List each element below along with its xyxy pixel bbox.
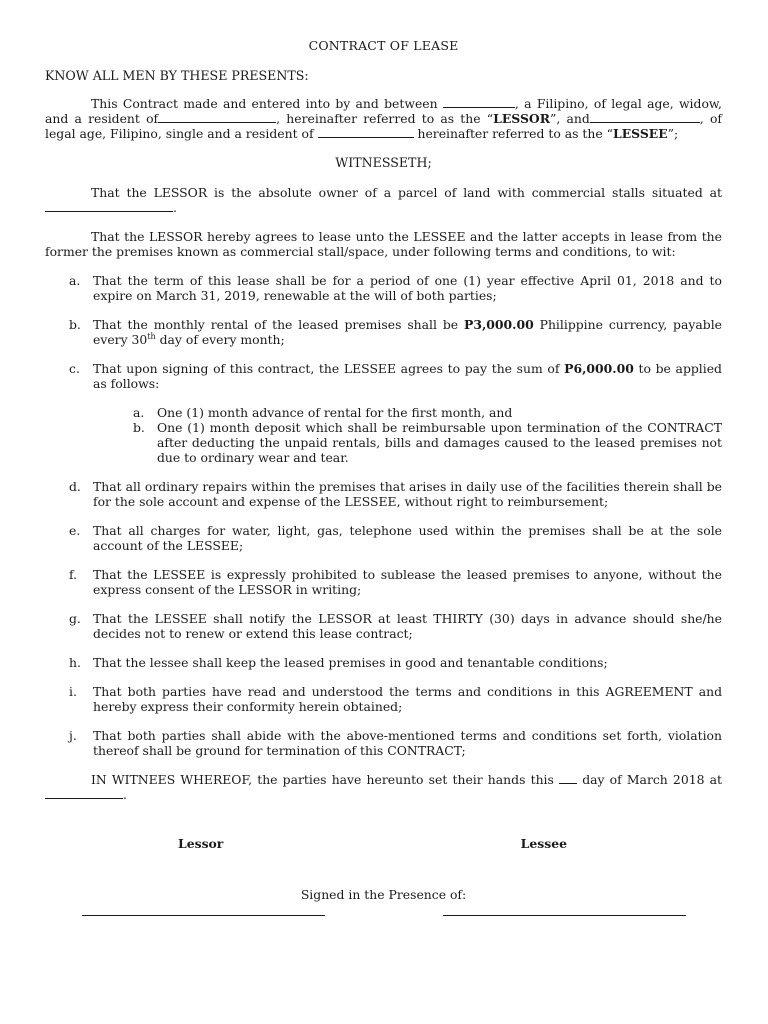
item-text: That both parties have read and understood the terms and conditions in this AGREEMENT and hereby express their conformity herein obtained; — [93, 684, 722, 714]
blank-lessor-residence — [158, 111, 276, 123]
witness-signature-lines — [82, 902, 686, 916]
subitem-text: One (1) month deposit which shall be reimbursable upon termination of the CONTRACT after deducting the unpaid rentals, bills and damages caused to the leased premises not due to ordinary wear and tear. — [157, 420, 722, 465]
item-label: i. — [69, 684, 77, 699]
subitem-advance — [133, 405, 722, 420]
ownership-end: . — [173, 200, 177, 215]
intro-text-2: , a Filipino, of legal age, widow, and a resident of — [45, 96, 722, 126]
intro-text-6: hereinafter referred to as the “ — [417, 126, 613, 141]
know-all-heading: KNOW ALL MEN BY THESE PRESENTS: — [45, 68, 309, 83]
term-item-b — [69, 317, 722, 347]
item-label: g. — [69, 611, 81, 626]
item-text: That the lessee shall keep the leased premises in good and tenantable conditions; — [93, 655, 608, 670]
monthly-rent-amount: P3,000.00 — [464, 317, 534, 332]
witness-clause — [45, 772, 722, 802]
lease-agreement-paragraph: That the LESSOR hereby agrees to lease unto the LESSEE and the latter accepts in lease from the former the premises known as commercial stall/space, under following terms and conditions, to wit: — [45, 229, 722, 259]
lessor-signature-label: Lessor — [178, 836, 224, 851]
item-label: j. — [69, 728, 77, 743]
term-item-j — [69, 728, 722, 758]
term-item-g — [69, 611, 722, 641]
item-b-end: day of every month; — [155, 332, 285, 347]
term-item-h — [69, 655, 722, 670]
witness-text-1: IN WITNEES WHEREOF, the parties have hereunto set their hands this — [91, 772, 554, 787]
subitem-text: One (1) month advance of rental for the first month, and — [157, 405, 513, 420]
subitem-deposit — [133, 420, 722, 465]
intro-text-3: , hereinafter referred to as the “ — [276, 111, 494, 126]
blank-day — [559, 772, 577, 784]
term-item-i — [69, 684, 722, 714]
initial-payment-amount: P6,000.00 — [564, 361, 634, 376]
item-b-post: Philippine currency, payable every 30 — [93, 317, 722, 347]
blank-location — [45, 200, 173, 212]
item-b-pre: That the monthly rental of the leased premises shall be — [93, 317, 465, 332]
blank-lessee-residence — [318, 126, 414, 138]
intro-paragraph — [45, 96, 722, 141]
item-text: That all ordinary repairs within the premises that arises in daily use of the facilities therein shall be for the sole account and expense of the LESSEE, without right to reimbursement; — [93, 479, 722, 509]
ordinal-suffix: th — [147, 331, 156, 341]
item-text: That the term of this lease shall be for a period of one (1) year effective April 01, 2018 and to expire on March 31, 2019, renewable at the will of both parties; — [93, 273, 722, 303]
lessor-term: LESSOR — [493, 111, 551, 126]
item-text: That both parties shall abide with the above-mentioned terms and conditions set forth, violation thereof shall be ground for termination of this CONTRACT; — [93, 728, 722, 758]
witness-signature-line-1 — [82, 902, 325, 916]
witness-text-2: day of March 2018 at — [582, 772, 722, 787]
signatory-labels — [45, 836, 722, 851]
item-label: f. — [69, 567, 78, 582]
ownership-text: That the LESSOR is the absolute owner of a parcel of land with commercial stalls situated at — [91, 185, 722, 200]
witnesseth-heading: WITNESSETH; — [335, 155, 432, 170]
blank-place — [45, 787, 123, 799]
intro-text-7: ”; — [667, 126, 679, 141]
item-label: e. — [69, 523, 81, 538]
item-text: That the LESSEE is expressly prohibited to sublease the leased premises to anyone, without the express consent of the LESSOR in writing; — [93, 567, 722, 597]
item-label: d. — [69, 479, 81, 494]
document-title: CONTRACT OF LEASE — [308, 38, 459, 53]
intro-text-5: , of legal age, Filipino, single and a resident of — [45, 111, 722, 141]
lessee-signature-label: Lessee — [520, 836, 567, 851]
item-text — [93, 361, 722, 391]
blank-lessor-name — [443, 96, 515, 108]
item-c-pre: That upon signing of this contract, the LESSEE agrees to pay the sum of — [93, 361, 565, 376]
subitem-label: a. — [133, 405, 145, 420]
ownership-paragraph — [45, 185, 722, 215]
term-item-a — [69, 273, 722, 303]
item-label: c. — [69, 361, 80, 376]
item-text: That the LESSEE shall notify the LESSOR at least THIRTY (30) days in advance should she/he decides not to renew or extend this lease contract; — [93, 611, 722, 641]
witness-text-3: . — [123, 787, 127, 802]
intro-text-4: ”, and — [550, 111, 590, 126]
witness-signature-line-2 — [443, 902, 686, 916]
term-item-c — [69, 361, 722, 391]
item-c-post: to be applied as follows: — [93, 361, 722, 391]
intro-text-1: This Contract made and entered into by and between — [91, 96, 438, 111]
witness-presence-text: Signed in the Presence of: — [300, 887, 467, 902]
item-text: That all charges for water, light, gas, telephone used within the premises shall be at the sole account of the LESSEE; — [93, 523, 722, 553]
term-item-f — [69, 567, 722, 597]
blank-lessee-name — [590, 111, 700, 123]
subitem-label: b. — [133, 420, 145, 435]
item-label: a. — [69, 273, 81, 288]
item-text — [93, 317, 722, 347]
term-item-e — [69, 523, 722, 553]
term-item-d — [69, 479, 722, 509]
item-label: h. — [69, 655, 81, 670]
lessee-term: LESSEE — [612, 126, 668, 141]
item-label: b. — [69, 317, 81, 332]
